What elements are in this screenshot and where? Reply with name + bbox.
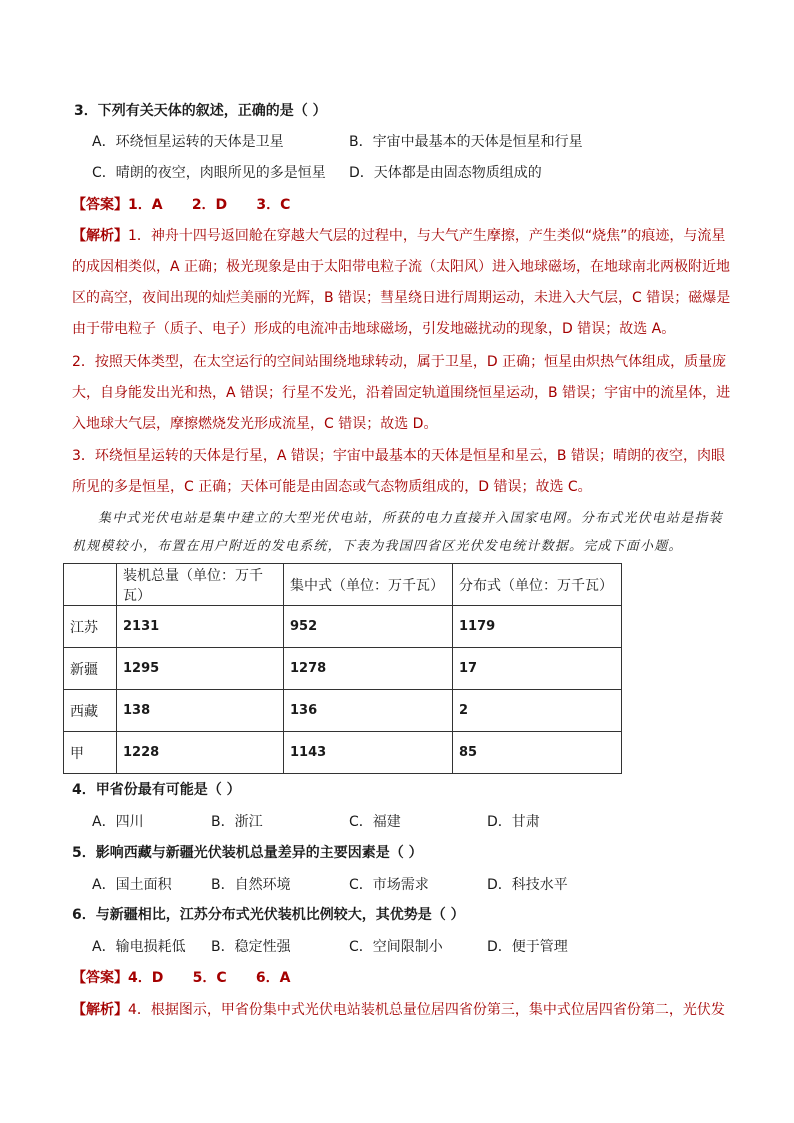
question-5-option-c: C．市场需求 [349, 877, 429, 893]
analysis-2-line-1: 【解析】4．根据图示，甲省份集中式光伏电站装机总量位居四省份第三，集中式位居四省份第二，光伏发 [72, 1002, 725, 1018]
table-cell: 1179 [453, 606, 622, 648]
table-header-cell: 集中式（单位：万千瓦） [284, 564, 453, 606]
table-cell: 1295 [117, 648, 284, 690]
table-header-cell [64, 564, 117, 606]
analysis-line-3: 区的高空，夜间出现的灿烂美丽的光辉，B 错误；彗星绕日进行周期运动，未进入大气层，C 错误；磁爆是 [72, 290, 731, 306]
pv-stats-table [63, 563, 622, 774]
table-row [64, 648, 622, 690]
table-cell-province: 江苏 [64, 606, 117, 648]
table-cell: 1143 [284, 732, 453, 774]
answer-block-2 [72, 968, 290, 988]
analysis-label: 【解析】 [72, 1002, 128, 1018]
question-3-option-c: C．晴朗的夜空，肉眼所见的多是恒星 [92, 165, 326, 181]
question-4-option-c: C．福建 [349, 814, 401, 830]
question-6-option-a: A．输电损耗低 [92, 939, 186, 955]
question-4-stem: 4．甲省份最有可能是（ ） [72, 782, 241, 798]
table-row [64, 606, 622, 648]
table-cell: 138 [117, 690, 284, 732]
question-3-option-a: A．环绕恒星运转的天体是卫星 [92, 134, 284, 150]
question-5-stem: 5．影响西藏与新疆光伏装机总量差异的主要因素是（ ） [72, 845, 423, 861]
answer-label: 【答案】 [72, 197, 128, 213]
table-header-cell: 分布式（单位：万千瓦） [453, 564, 622, 606]
question-3-stem: 3．下列有关天体的叙述，正确的是（ ） [74, 103, 327, 119]
table-cell-province: 新疆 [64, 648, 117, 690]
question-6-option-b: B．稳定性强 [211, 939, 291, 955]
table-cell: 85 [453, 732, 622, 774]
question-6-option-c: C．空间限制小 [349, 939, 443, 955]
analysis-line-2: 的成因相类似，A 正确；极光现象是由于太阳带电粒子流（太阳风）进入地球磁场，在地球南北两极附近地 [72, 259, 731, 275]
table-cell: 1228 [117, 732, 284, 774]
answer-text: 4．D 5．C 6．A [128, 970, 291, 986]
question-5-option-a: A．国土面积 [92, 877, 172, 893]
intro-line-1: 集中式光伏电站是集中建立的大型光伏电站，所获的电力直接并入国家电网。分布式光伏电站是指装 [98, 511, 723, 526]
table-row [64, 732, 622, 774]
question-6-option-d: D．便于管理 [487, 939, 568, 955]
table-cell: 952 [284, 606, 453, 648]
question-4-option-d: D．甘肃 [487, 814, 540, 830]
analysis-line-6: 大，自身能发出光和热，A 错误；行星不发光，沿着固定轨道围绕恒星运动，B 错误；宇宙中的流星体，进 [72, 385, 731, 401]
question-6-stem: 6．与新疆相比，江苏分布式光伏装机比例较大，其优势是（ ） [72, 907, 465, 923]
analysis-line-7: 入地球大气层，摩擦燃烧发光形成流星，C 错误；故选 D。 [72, 416, 438, 432]
question-5-option-b: B．自然环境 [211, 877, 291, 893]
table-cell-province: 西藏 [64, 690, 117, 732]
answer-block-1 [72, 195, 290, 215]
analysis-label: 【解析】 [72, 228, 128, 244]
analysis-line-5: 2．按照天体类型，在太空运行的空间站围绕地球转动，属于卫星，D 正确；恒星由炽热气体组成，质量庞 [72, 354, 727, 370]
table-header-row [64, 564, 622, 606]
table-cell: 136 [284, 690, 453, 732]
question-3-option-d: D．天体都是由固态物质组成的 [349, 165, 542, 181]
table-cell: 1278 [284, 648, 453, 690]
table-cell: 2131 [117, 606, 284, 648]
table-row [64, 690, 622, 732]
analysis-line-8: 3．环绕恒星运转的天体是行星，A 错误；宇宙中最基本的天体是恒星和星云，B 错误；晴朗的夜空，肉眼 [72, 448, 725, 464]
table-cell: 17 [453, 648, 622, 690]
analysis-line-4: 由于带电粒子（质子、电子）形成的电流冲击地球磁场，引发地磁扰动的现象，D 错误；故选 A。 [72, 321, 676, 337]
question-3-option-b: B．宇宙中最基本的天体是恒星和行星 [349, 134, 583, 150]
table-cell-province: 甲 [64, 732, 117, 774]
table-header-cell: 装机总量（单位：万千瓦） [117, 564, 284, 606]
table-cell: 2 [453, 690, 622, 732]
analysis-line-9: 所见的多是恒星，C 正确；天体可能是由固态或气态物质组成的，D 错误；故选 C。 [72, 479, 592, 495]
answer-label: 【答案】 [72, 970, 128, 986]
intro-line-2: 机规模较小，布置在用户附近的发电系统，下表为我国四省区光伏发电统计数据。完成下面小题。 [72, 539, 683, 554]
question-4-option-a: A．四川 [92, 814, 144, 830]
question-5-option-d: D．科技水平 [487, 877, 568, 893]
answer-text: 1．A 2．D 3．C [128, 197, 291, 213]
question-4-option-b: B．浙江 [211, 814, 263, 830]
analysis-line-1: 【解析】1．神舟十四号返回舱在穿越大气层的过程中，与大气产生摩擦，产生类似“烧焦”的痕迹，与流星 [72, 228, 726, 244]
